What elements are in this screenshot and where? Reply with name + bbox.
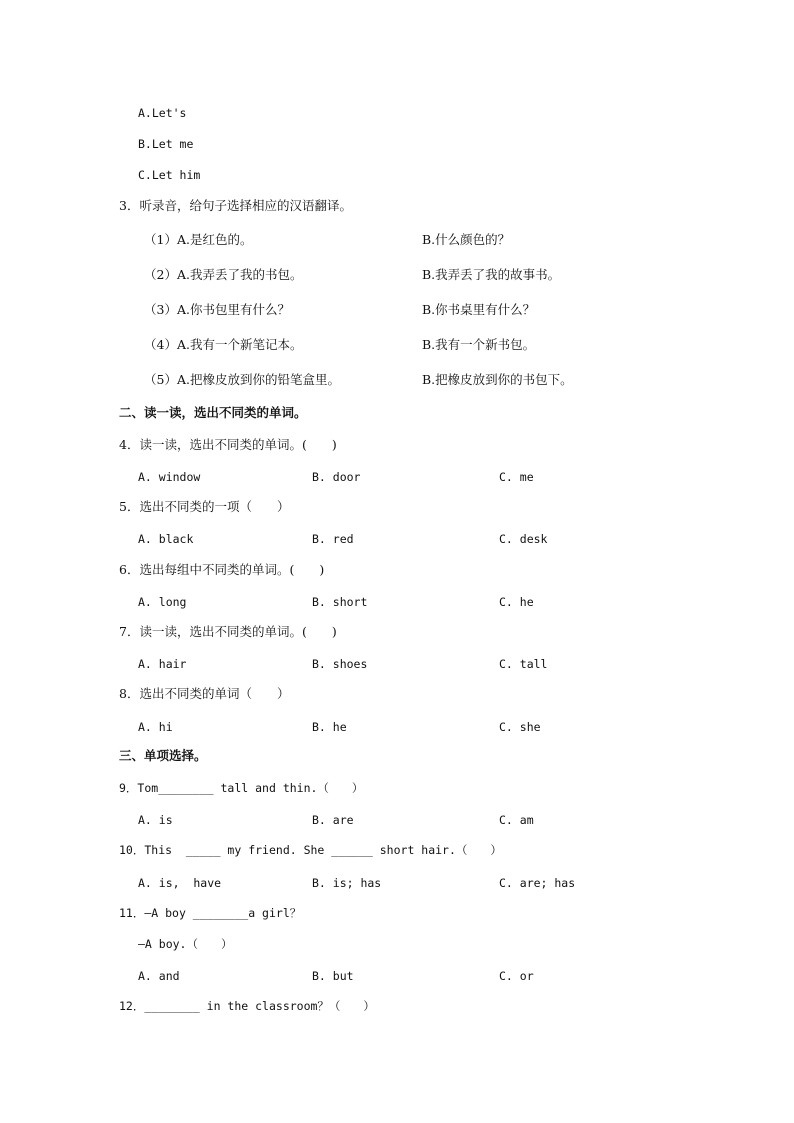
q3-item-5-a: （5）A.把橡皮放到你的铅笔盒里。	[144, 372, 340, 387]
q3-item-3-a: （3）A.你书包里有什么？	[144, 302, 290, 317]
q5-option-b: B. red	[312, 532, 354, 546]
option-c-let-him: C.Let him	[138, 168, 201, 182]
q4-option-a: A. window	[138, 470, 201, 484]
q11-option-b: B. but	[312, 969, 354, 983]
q3-item-2-b: B.我弄丢了我的故事书。	[422, 267, 561, 282]
q4-option-c: C. me	[499, 470, 534, 484]
q4-option-b: B. door	[312, 470, 361, 484]
question-8-stem: 8．选出不同类的单词（ ）	[119, 686, 290, 701]
q10-option-c: C. are; has	[499, 876, 576, 890]
question-11-stem: 11．—A boy ________a girl？	[119, 906, 302, 920]
option-a-lets: A.Let's	[138, 106, 187, 120]
q9-option-c: C. am	[499, 813, 534, 827]
q6-option-c: C. he	[499, 595, 534, 609]
q3-item-4-b: B.我有一个新书包。	[422, 337, 536, 352]
question-7-stem: 7．读一读，选出不同类的单词。( )	[119, 624, 337, 639]
q5-option-c: C. desk	[499, 532, 548, 546]
section-2-heading: 二、读一读，选出不同类的单词。	[119, 405, 307, 420]
question-3-stem: 3．听录音，给句子选择相应的汉语翻译。	[119, 198, 352, 213]
question-12-stem: 12．________ in the classroom？（ ）	[119, 999, 375, 1013]
q7-option-c: C. tall	[499, 657, 548, 671]
q10-option-b: B. is; has	[312, 876, 382, 890]
q8-option-b: B. he	[312, 720, 347, 734]
q11-option-c: C. or	[499, 969, 534, 983]
question-11-answer-line: —A boy.（ ）	[138, 937, 233, 951]
q10-option-a: A. is, have	[138, 876, 222, 890]
q8-option-c: C. she	[499, 720, 541, 734]
q6-option-b: B. short	[312, 595, 368, 609]
q3-item-5-b: B.把橡皮放到你的书包下。	[422, 372, 573, 387]
q5-option-a: A. black	[138, 532, 194, 546]
q3-item-1-b: B.什么颜色的？	[422, 232, 511, 247]
section-3-heading: 三、单项选择。	[119, 748, 207, 763]
q9-option-b: B. are	[312, 813, 354, 827]
q3-item-3-b: B.你书桌里有什么？	[422, 302, 536, 317]
q11-option-a: A. and	[138, 969, 180, 983]
question-6-stem: 6．选出每组中不同类的单词。( )	[119, 562, 325, 577]
q7-option-b: B. shoes	[312, 657, 368, 671]
question-9-stem: 9．Tom________ tall and thin.（ ）	[119, 781, 364, 795]
q3-item-4-a: （4）A.我有一个新笔记本。	[144, 337, 303, 352]
q7-option-a: A. hair	[138, 657, 187, 671]
question-5-stem: 5．选出不同类的一项（ ）	[119, 499, 290, 514]
question-10-stem: 10．This _____ my friend. She ______ short hair.（ ）	[119, 843, 502, 857]
q9-option-a: A. is	[138, 813, 173, 827]
option-b-let-me: B.Let me	[138, 137, 194, 151]
q6-option-a: A. long	[138, 595, 187, 609]
q8-option-a: A. hi	[138, 720, 173, 734]
q3-item-2-a: （2）A.我弄丢了我的书包。	[144, 267, 303, 282]
q3-item-1-a: （1）A.是红色的。	[144, 232, 253, 247]
question-4-stem: 4．读一读，选出不同类的单词。( )	[119, 437, 337, 452]
